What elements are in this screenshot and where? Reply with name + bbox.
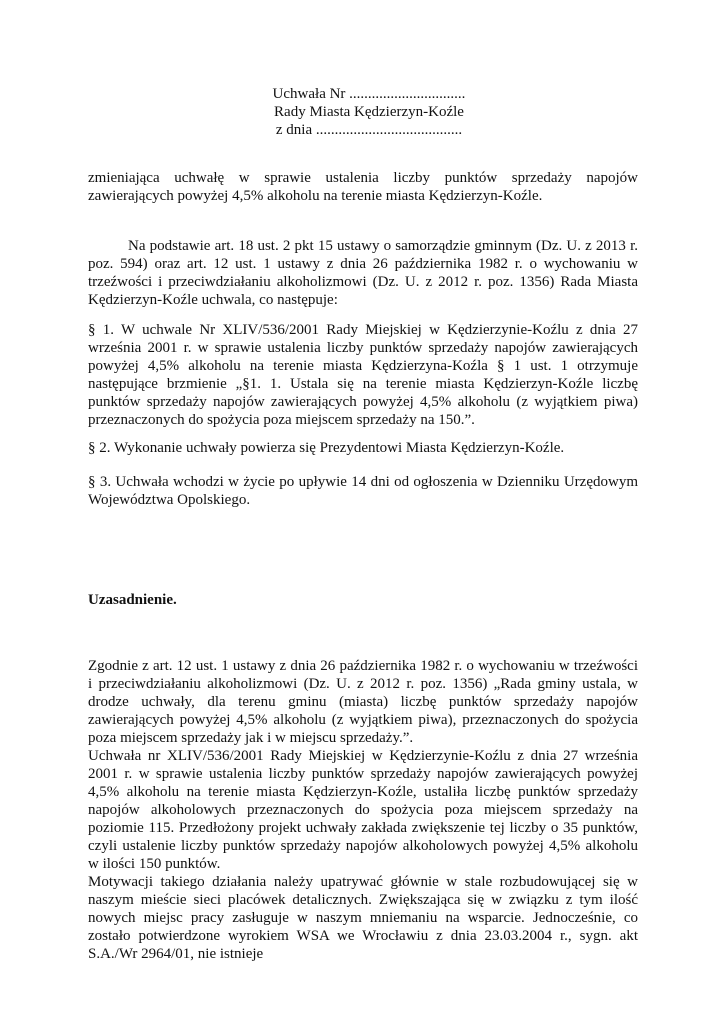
resolution-date-line: z dnia ....................................... xyxy=(275,122,463,138)
justification-heading: Uzasadnienie. xyxy=(88,592,177,608)
legal-basis xyxy=(88,237,638,309)
paragraph-2-text: § 2. Wykonanie uchwały powierza się Prezydentowi Miasta Kędzierzyn-Koźle. xyxy=(88,440,565,456)
subject-text: zmieniająca uchwałę w sprawie ustalenia liczby punktów sprzedaży napojów zawierających powyżej 4,5% alkoholu na terenie miasta Kędzierzyn-Koźle. xyxy=(88,170,638,204)
legal-basis-text: Na podstawie art. 18 ust. 2 pkt 15 ustawy o samorządzie gminnym (Dz. U. z 2013 r. poz. 594) oraz art. 12 ust. 1 ustawy z dnia 26 października 1982 r. o wychowaniu w trzeźwości i przeciwdziałaniu alkoholizmowi (Dz. U. z 2012 r. poz. 1356) Rada Miasta Kędzierzyn-Koźle uchwala, co następuje: xyxy=(88,238,638,308)
justification-body xyxy=(88,657,638,963)
paragraph-1 xyxy=(88,321,638,429)
resolution-subject xyxy=(88,169,638,205)
paragraph-3 xyxy=(88,473,638,509)
resolution-header xyxy=(0,85,724,139)
council-name-line: Rady Miasta Kędzierzyn-Koźle xyxy=(274,104,464,120)
justification-para-3: Motywacji takiego działania należy upatrywać głównie w stale rozbudowującej się w naszym mieście sieci placówek detalicznych. Zwiększająca się w związku z tym ilość nowych miejsc pracy zasługuje w naszym mniemaniu na wsparcie. Jednocześnie, co zostało potwierdzone wyrokiem WSA we Wrocławiu z dnia 23.03.2004 r., sygn. akt S.A./Wr 2964/01, nie istnieje xyxy=(88,874,638,962)
paragraph-1-text: § 1. W uchwale Nr XLIV/536/2001 Rady Miejskiej w Kędzierzynie-Koźlu z dnia 27 września 2001 r. w sprawie ustalenia liczby punktów sprzedaży napojów zawierających powyżej 4,5% alkoholu na terenie miasta Kędzierzyna-Koźla § 1 ust. 1 otrzymuje następujące brzmienie „§1. 1. Ustala się na terenie miasta Kędzierzyn-Koźle liczbę punktów sprzedaży napojów zawierających powyżej 4,5% alkoholu (z wyjątkiem piwa) przeznaczonych do spożycia poza miejscem sprzedaży na 150.”. xyxy=(88,322,638,428)
justification-para-2: Uchwała nr XLIV/536/2001 Rady Miejskiej w Kędzierzynie-Koźlu z dnia 27 września 2001 r. w sprawie ustalenia liczby punktów sprzedaży napojów zawierających powyżej 4,5% alkoholu na terenie miasta Kędzierzyn-Koźle, ustaliła liczbę punktów sprzedaży napojów alkoholowych przeznaczonych do spożycia poza miejscem sprzedaży na poziomie 115. Przedłożony projekt uchwały zakłada zwiększenie tej liczby o 35 punktów, czyli ustalenie liczby punktów sprzedaży napojów alkoholowych powyżej 4,5% alkoholu w ilości 150 punktów. xyxy=(88,748,638,872)
paragraph-2 xyxy=(88,439,638,457)
paragraph-3-text: § 3. Uchwała wchodzi w życie po upływie 14 dni od ogłoszenia w Dzienniku Urzędowym Województwa Opolskiego. xyxy=(88,474,638,508)
justification-para-1: Zgodnie z art. 12 ust. 1 ustawy z dnia 26 października 1982 r. o wychowaniu w trzeźwości i przeciwdziałaniu alkoholizmowi (Dz. U. z 2012 r. poz. 1356) „Rada gminy ustala, w drodze uchwały, dla terenu gminu (miasta) liczbę punktów sprzedaży napojów zawierających powyżej 4,5% alkoholu (z wyjątkiem piwa), przeznaczonych do spożycia poza miejscem sprzedaży jak i w miejscu sprzedaży.”. xyxy=(88,658,638,746)
resolution-number-line: Uchwała Nr ............................... xyxy=(272,86,466,102)
